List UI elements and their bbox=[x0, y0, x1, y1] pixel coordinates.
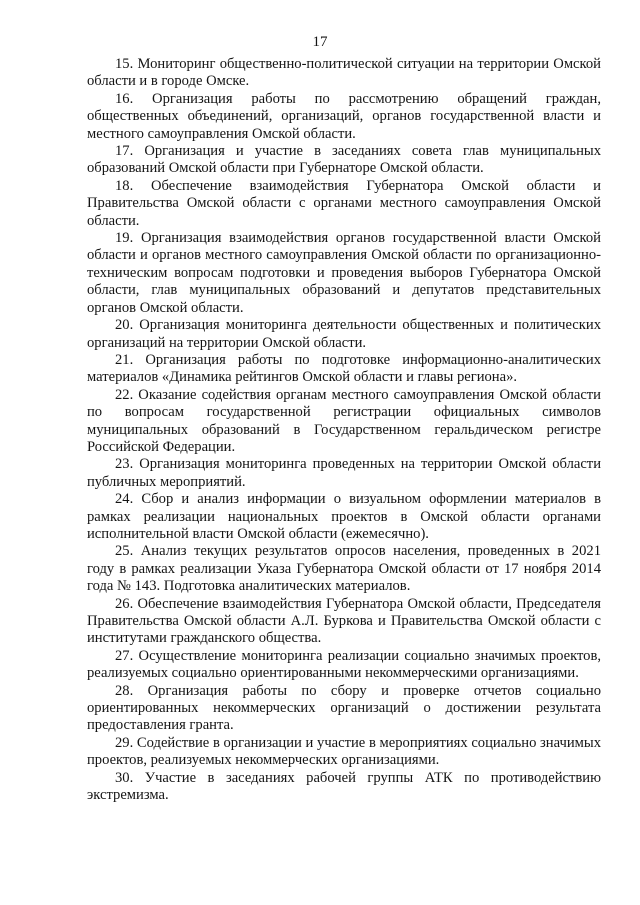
list-item-25: 25. Анализ текущих результатов опросов населения, проведенных в 2021 году в рамках реализации Указа Губернатора Омской области от 17 ноября 2014 года № 143. Подготовка аналитических материалов. bbox=[87, 543, 601, 595]
list-item-29: 29. Содействие в организации и участие в мероприятиях социально значимых проектов, реализуемых некоммерческих организациями. bbox=[87, 734, 601, 769]
document-body bbox=[87, 56, 601, 804]
list-item-18: 18. Обеспечение взаимодействия Губернатора Омской области и Правительства Омской области с органами местного самоуправления Омской области. bbox=[87, 177, 601, 229]
list-item-22: 22. Оказание содействия органам местного самоуправления Омской области по вопросам государственной регистрации официальных символов муниципальных образований в Государственном геральдическом регистре Российской Федерации. bbox=[87, 386, 601, 455]
page-number: 17 bbox=[312, 34, 328, 50]
list-item-21: 21. Организация работы по подготовке информационно-аналитических материалов «Динамика рейтингов Омской области и главы региона». bbox=[87, 351, 601, 386]
list-item-20: 20. Организация мониторинга деятельности общественных и политических организаций на территории Омской области. bbox=[87, 317, 601, 351]
list-item-23: 23. Организация мониторинга проведенных на территории Омской области публичных мероприятий. bbox=[87, 456, 601, 490]
list-item-26: 26. Обеспечение взаимодействия Губернатора Омской области, Председателя Правительства Омской области А.Л. Буркова и Правительства Омской области с институтами гражданского общества. bbox=[87, 595, 601, 647]
list-item-17: 17. Организация и участие в заседаниях совета глав муниципальных образований Омской области при Губернаторе Омской области. bbox=[87, 143, 601, 177]
list-item-30: 30. Участие в заседаниях рабочей группы АТК по противодействию экстремизма. bbox=[87, 769, 601, 804]
list-item-24: 24. Сбор и анализ информации о визуальном оформлении материалов в рамках реализации национальных проектов в Омской области органами исполнительной власти Омской области (ежемесячно). bbox=[87, 491, 601, 542]
list-item-15: 15. Мониторинг общественно-политической ситуации на территории Омской области и в городе Омске. bbox=[87, 56, 601, 90]
list-item-28: 28. Организация работы по сбору и проверке отчетов социально ориентированных некоммерческих организаций о достижении результата предоставления гранта. bbox=[87, 682, 601, 734]
list-item-19: 19. Организация взаимодействия органов государственной власти Омской области и органов местного самоуправления Омской области по организационно-техническим вопросам подготовки и проведения выборов Губернатора Омской области, глав муниципальных образований и депутатов представительных органов Омской области. bbox=[87, 230, 601, 316]
list-item-16: 16. Организация работы по рассмотрению обращений граждан, общественных объединений, организаций, органов государственной власти и местного самоуправления Омской области. bbox=[87, 90, 601, 142]
list-item-27: 27. Осуществление мониторинга реализации социально значимых проектов, реализуемых социально ориентированными некоммерческими организациями. bbox=[87, 647, 601, 682]
